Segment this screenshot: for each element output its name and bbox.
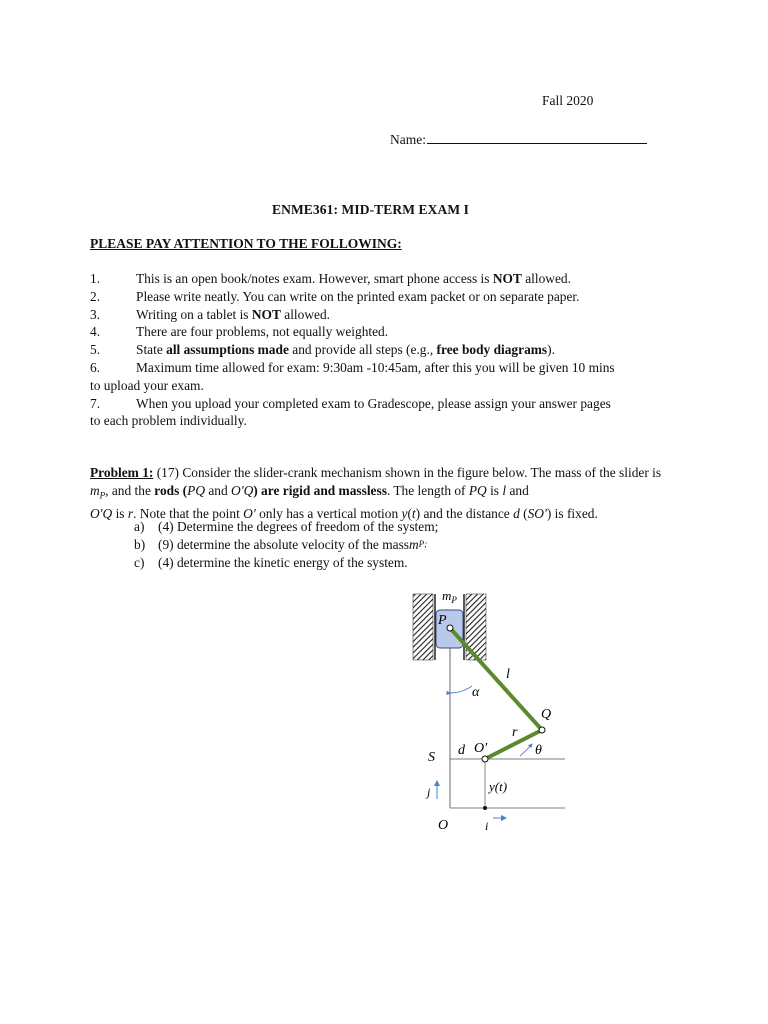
label-oprime: O' (474, 741, 488, 756)
label-s: S (428, 750, 435, 765)
label-theta: θ (535, 743, 542, 758)
problem-part: a) (4) Determine the degrees of freedom of the system; (134, 519, 439, 534)
label-j: j (427, 785, 431, 799)
label-yt: y(t) (489, 779, 508, 794)
alpha-arc (450, 686, 472, 693)
attention-heading: PLEASE PAY ATTENTION TO THE FOLLOWING: (90, 236, 402, 251)
label-p: P (438, 613, 447, 628)
joint-p (447, 625, 453, 631)
theta-arc (520, 744, 532, 756)
label-alpha: α (472, 685, 480, 700)
rod-pq (450, 628, 542, 730)
instruction-item: 2. Please write neatly. You can write on the printed exam packet or on separate paper. (90, 288, 580, 304)
instruction-item: 3. Writing on a tablet is NOT allowed. (90, 306, 330, 322)
label-r: r (512, 725, 518, 740)
label-mp: $m_P$ (442, 588, 457, 605)
name-field (390, 130, 647, 148)
slider-crank-figure (400, 586, 580, 836)
instruction-item: 5. State all assumptions made and provide all steps (e.g., free body diagrams). (90, 342, 555, 358)
exam-title: ENME361: MID-TERM EXAM I (272, 202, 470, 217)
left-wall-hatch (413, 594, 433, 660)
joint-q (539, 727, 545, 733)
semester-label: Fall 2020 (542, 93, 594, 108)
name-label: Name: (390, 132, 426, 147)
label-q: Q (541, 707, 552, 722)
problem-part: c) (4) determine the kinetic energy of the system. (134, 554, 408, 570)
instructions-list (90, 270, 680, 430)
problem-1-label: Problem 1: (90, 465, 154, 480)
instruction-item: 4. There are four problems, not equally weighted. (90, 324, 389, 340)
label-l: l (506, 667, 510, 682)
label-o: O (438, 818, 449, 833)
instruction-item: 7. When you upload your completed exam to Gradescope, please assign your answer pages to each problem individually. (90, 395, 611, 429)
problem-part: b) (9) determine the absolute velocity of the mass m P; (134, 536, 428, 552)
instruction-item: 1. This is an open book/notes exam. However, smart phone access is NOT allowed. (90, 271, 571, 286)
label-d: d (458, 743, 465, 758)
problem-1-statement: Problem 1: (17) Consider the slider-crank mechanism shown in the figure below. The mass of the slider is $m_P$, and the rods (PQ and O'Q) are rigid and massless. The length of PQ is l and O'Q is r. Note that the point O' only has a vertical motion y(t) and the distance d (SO') is fixed. (90, 465, 662, 522)
label-i: i (485, 819, 489, 833)
problem-1-parts (134, 518, 438, 571)
point-o (483, 806, 487, 810)
name-blank-line (427, 130, 647, 144)
joint-oprime (482, 756, 488, 762)
instruction-item: 6. Maximum time allowed for exam: 9:30am -10:45am, after this you will be given 10 mins to upload your exam. (90, 359, 615, 393)
